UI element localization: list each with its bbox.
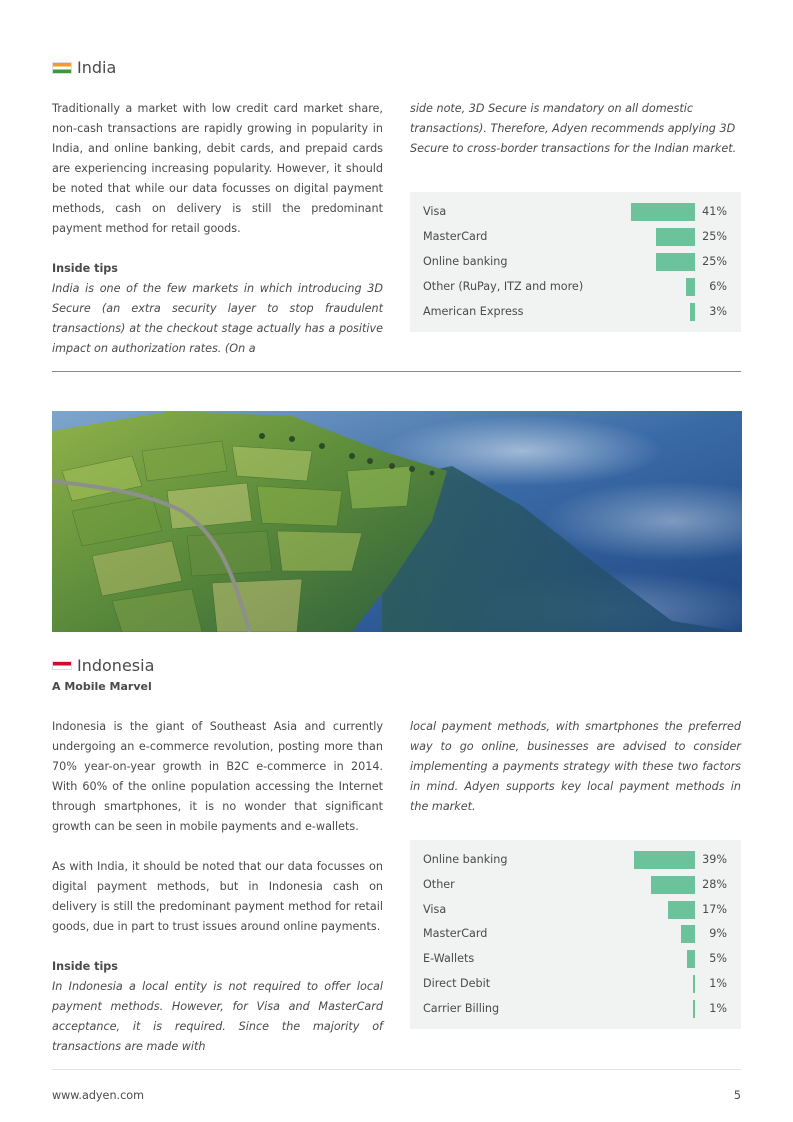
india-tips-part2: side note, 3D Secure is mandatory on all domestic transactions). Therefore, Adyen recommends applying 3D Secure to cross-border transactions for the Indian market. — [410, 102, 737, 155]
chart-value-label: 25% — [702, 230, 727, 243]
chart-bar — [656, 253, 695, 271]
chart-bar — [693, 1000, 695, 1018]
india-heading — [52, 58, 116, 77]
indonesia-title: Indonesia — [77, 656, 155, 675]
chart-value-label: 1% — [709, 977, 727, 990]
footer-url[interactable]: www.adyen.com — [52, 1089, 144, 1102]
india-payment-chart — [410, 192, 741, 332]
chart-value-label: 28% — [702, 877, 727, 891]
chart-value-label: 9% — [709, 927, 727, 941]
landscape-illustration — [52, 411, 742, 632]
page-number: 5 — [733, 1089, 741, 1102]
indonesia-body-2: As with India, it should be noted that our data focusses on digital payment methods, but in Indonesia cash on delivery is still the predominant payment method for retail goods, due in part to trust issues around online payments. — [52, 860, 383, 933]
india-right-column — [410, 99, 741, 159]
chart-bar — [686, 278, 695, 296]
india-title: India — [77, 58, 117, 77]
chart-row — [410, 202, 741, 222]
chart-bar — [681, 925, 695, 943]
indonesia-body-1: Indonesia is the giant of Southeast Asia and currently undergoing an e-commerce revolution, posting more than 70% year-on-year growth in B2C e-commerce in 2014. With 60% of the online population accessing the Internet through smartphones, it is no wonder that significant growth can be seen in mobile payments and e-wallets. — [52, 720, 383, 833]
indonesia-tips-heading: Inside tips — [52, 960, 118, 973]
chart-row — [410, 924, 741, 944]
indonesia-payment-chart — [410, 840, 741, 1029]
india-flag-icon — [52, 62, 72, 74]
chart-value-label: 39% — [702, 853, 727, 866]
india-body: Traditionally a market with low credit card market share, non-cash transactions are rapidly growing in popularity in India, and online banking, debit cards, and prepaid cards are experiencing increasing popularity. However, it should be noted that while our data focusses on digital payment methods, cash on delivery is still the predominant payment method for retail goods. — [52, 102, 383, 235]
footer-divider — [52, 1069, 741, 1070]
chart-value-label: 6% — [709, 280, 727, 293]
indonesia-landscape-photo — [52, 411, 742, 632]
chart-row — [410, 227, 741, 247]
indonesia-left-column — [52, 717, 383, 1057]
chart-category-label: Carrier Billing — [423, 1001, 500, 1015]
chart-bar — [668, 901, 695, 919]
indonesia-right-column — [410, 717, 741, 817]
india-left-column — [52, 99, 383, 359]
chart-row — [410, 850, 741, 870]
chart-row — [410, 949, 741, 969]
chart-value-label: 17% — [702, 902, 727, 916]
chart-row — [410, 875, 741, 895]
chart-row — [410, 302, 741, 322]
indonesia-heading — [52, 656, 154, 675]
chart-value-label: 1% — [709, 1001, 727, 1015]
chart-bar — [687, 950, 695, 968]
chart-bar — [631, 203, 695, 221]
indonesia-flag-icon — [52, 661, 72, 670]
chart-category-label: American Express — [423, 305, 524, 318]
chart-category-label: Direct Debit — [423, 977, 491, 990]
chart-bar — [690, 303, 695, 321]
india-tips-part1: India is one of the few markets in which introducing 3D Secure (an extra security layer to stop fraudulent transactions) at the checkout stage actually has a positive impact on authorization rates. (On a — [52, 282, 383, 355]
chart-category-label: MasterCard — [423, 927, 488, 941]
chart-category-label: MasterCard — [423, 230, 488, 243]
indonesia-tips-part1: In Indonesia a local entity is not required to offer local payment methods. However, for Visa and MasterCard acceptance, it is required. Since the majority of transactions are made with — [52, 980, 383, 1053]
chart-row — [410, 900, 741, 920]
chart-bar — [656, 228, 695, 246]
chart-row — [410, 277, 741, 297]
chart-category-label: Visa — [423, 205, 447, 218]
chart-category-label: Visa — [423, 902, 447, 916]
chart-category-label: Other — [423, 877, 455, 891]
chart-category-label: Other (RuPay, ITZ and more) — [423, 280, 584, 293]
chart-row — [410, 974, 741, 994]
chart-value-label: 5% — [709, 952, 727, 966]
chart-row — [410, 999, 741, 1019]
chart-category-label: E-Wallets — [423, 952, 475, 966]
india-tips-heading: Inside tips — [52, 262, 118, 275]
chart-category-label: Online banking — [423, 255, 508, 268]
chart-category-label: Online banking — [423, 853, 508, 866]
chart-bar — [634, 851, 695, 869]
chart-bar — [693, 975, 695, 993]
indonesia-subtitle: A Mobile Marvel — [52, 680, 152, 693]
chart-value-label: 25% — [702, 255, 727, 268]
section-divider — [52, 371, 741, 372]
indonesia-tips-part2: local payment methods, with smartphones the preferred way to go online, businesses are advised to consider implementing a payments strategy with these two factors in mind. Adyen supports key local payment methods in the market. — [410, 720, 741, 813]
chart-row — [410, 252, 741, 272]
chart-bar — [651, 876, 695, 894]
chart-value-label: 3% — [709, 305, 727, 318]
chart-value-label: 41% — [702, 205, 727, 218]
